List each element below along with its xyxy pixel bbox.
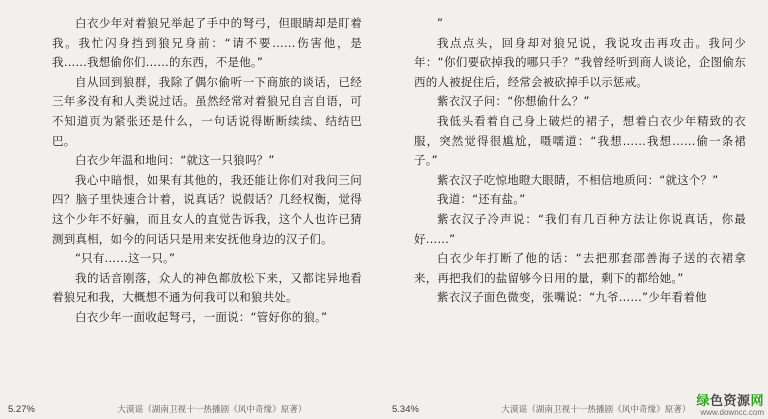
right-page-text: [414, 34, 746, 308]
left-page-text: [52, 14, 362, 328]
watermark-main: [696, 395, 764, 408]
site-watermark: [696, 395, 764, 417]
watermark-part1: 绿: [696, 394, 710, 409]
watermark-part2: 色资源: [709, 394, 751, 409]
paragraph: 我点点头，回身却对狼兄说，我说攻击再攻击。我问少年：“你们要砍掉我的哪只手？”我曾经听到商人谈论，企图偷东西的人被捉住后，经常会被砍掉手以示惩戒。: [414, 35, 746, 89]
paragraph: 紫衣汉子面色微变，张嘴说：“九爷……”少年看着他: [437, 290, 707, 305]
watermark-url: www.downcc.com: [700, 408, 764, 417]
paragraph: 白衣少年打断了他的话：“去把那套邵善海子送的衣裙拿来，再把我们的盐留够今日用的量，剩下的都给她。”: [414, 251, 746, 285]
paragraph: 我的话音刚落，众人的神色都放松下来，又都诧异地看着狼兄和我，大概想不通为何我可以和狼共处。: [52, 270, 362, 305]
paragraph: 白衣少年一面收起弩弓，一面说：“管好你的狼。”: [75, 309, 328, 324]
paragraph: 自从回到狼群，我除了偶尔偷听一下商旅的谈话，已经三年多没有和人类说过话。虽然经常对着狼兄自言自语，可不知道页为紧张还是什么，一句话说得断断续续、结结巴巴。: [52, 74, 362, 148]
paragraph: 我心中暗恨，如果有其他的，我还能让你们对我问三问四？脑子里快速合计着，说真话？说假话？几经权衡，觉得这个少年不好骗，而且女人的直觉告诉我，这个人也许已猜测到真相，如今的问话只是用来安抚他身边的汉子们。: [52, 172, 362, 246]
reading-progress-percent: 5.34%: [392, 403, 419, 415]
paragraph: 紫衣汉子冷声说：“我们有几百种方法让你说真话，你最好……”: [414, 211, 746, 246]
paragraph: 白衣少年对着狼兄举起了手中的弩弓，但眼睛却是盯着我。我忙闪身挡到狼兄身前：“请不要……伤害他，是我……我想偷你们……的东西，不是他。”: [52, 16, 362, 70]
paragraph: 紫衣汉子吃惊地瞪大眼睛，不相信地质问：“就这个？”: [437, 172, 719, 187]
paragraph: 紫衣汉子问：“你想偷什么？”: [437, 94, 590, 109]
paragraph: “只有……这一只。”: [75, 251, 176, 266]
paragraph: 我道：“还有盐。”: [437, 192, 526, 207]
paragraph: 我低头看着自己身上破烂的裙子，想着白衣少年精致的衣服，突然觉得很尴尬，嗫嚅道：“我想……我想……偷一条裙子。”: [414, 113, 746, 168]
book-title-footer: 大漠谣（湖南卫视十一热播剧《风中奇缘》原著）: [501, 405, 691, 415]
reading-progress-percent: 5.27%: [8, 403, 35, 415]
paragraph: 白衣少年温和地问：“就这一只狼吗？”: [75, 153, 275, 168]
book-title-footer: 大漠谣（湖南卫视十一热播剧《风中奇缘》原著）: [117, 405, 307, 415]
right-page[interactable]: [384, 0, 768, 419]
watermark-part3: 网: [750, 394, 764, 409]
left-page-footer: [0, 399, 384, 419]
continuation-quote-mark: ”: [437, 16, 443, 30]
